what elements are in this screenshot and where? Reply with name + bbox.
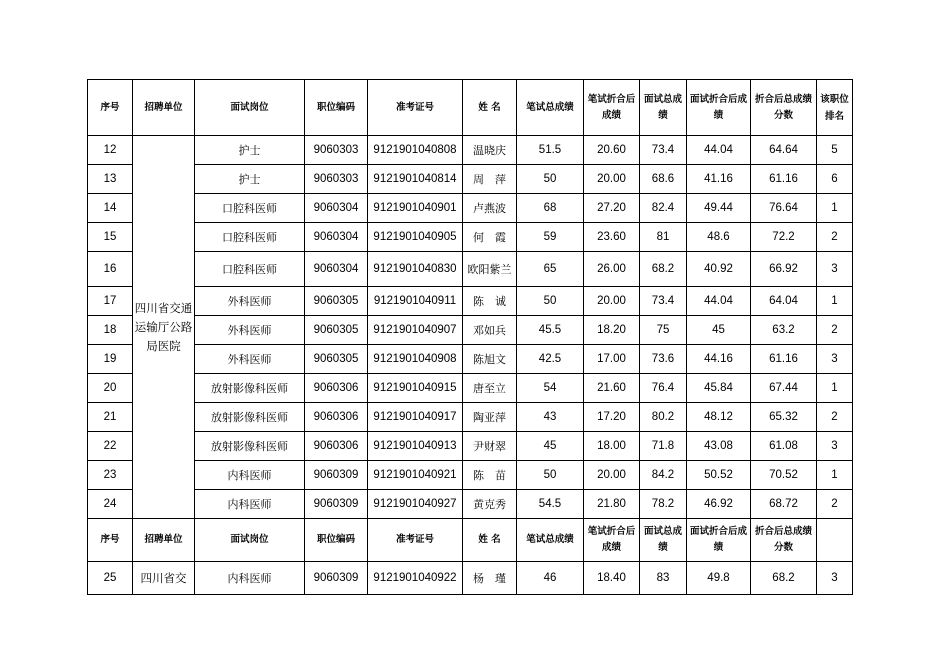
- position-cell: 口腔科医师: [195, 194, 305, 223]
- written-conv-cell: 21.80: [584, 490, 640, 519]
- position-cell: 护士: [195, 165, 305, 194]
- code-cell: 9060306: [305, 374, 368, 403]
- written-conv-cell: 26.00: [584, 252, 640, 287]
- written-conv-cell: 27.20: [584, 194, 640, 223]
- name-cell: 温晓庆: [463, 136, 517, 165]
- table-row: [88, 374, 853, 403]
- exam-no-cell: 9121901040901: [368, 194, 463, 223]
- interview-conv-cell: 48.12: [687, 403, 751, 432]
- written-total-cell: 50: [517, 287, 584, 316]
- seq-cell: 20: [88, 374, 133, 403]
- rank-cell: 1: [817, 374, 853, 403]
- header-unit: 招聘单位: [133, 519, 195, 562]
- interview-conv-cell: 44.16: [687, 345, 751, 374]
- header-seq: 序号: [88, 519, 133, 562]
- seq-cell: 25: [88, 562, 133, 595]
- interview-total-cell: 81: [640, 223, 687, 252]
- interview-conv-cell: 46.92: [687, 490, 751, 519]
- written-total-cell: 68: [517, 194, 584, 223]
- interview-conv-cell: 44.04: [687, 136, 751, 165]
- written-conv-cell: 18.40: [584, 562, 640, 595]
- seq-cell: 18: [88, 316, 133, 345]
- final-total-cell: 66.92: [751, 252, 817, 287]
- header-rank: 该职位排名: [817, 80, 853, 136]
- exam-no-cell: 9121901040911: [368, 287, 463, 316]
- final-total-cell: 63.2: [751, 316, 817, 345]
- rank-cell: 2: [817, 316, 853, 345]
- code-cell: 9060304: [305, 194, 368, 223]
- interview-total-cell: 84.2: [640, 461, 687, 490]
- exam-no-cell: 9121901040830: [368, 252, 463, 287]
- interview-total-cell: 76.4: [640, 374, 687, 403]
- exam-no-cell: 9121901040905: [368, 223, 463, 252]
- rank-cell: 1: [817, 461, 853, 490]
- table-row: [88, 223, 853, 252]
- final-total-cell: 67.44: [751, 374, 817, 403]
- written-total-cell: 46: [517, 562, 584, 595]
- exam-no-cell: 9121901040917: [368, 403, 463, 432]
- score-table: [87, 79, 853, 595]
- final-total-cell: 68.2: [751, 562, 817, 595]
- position-cell: 外科医师: [195, 316, 305, 345]
- name-cell: 黄克秀: [463, 490, 517, 519]
- position-cell: 口腔科医师: [195, 223, 305, 252]
- written-total-cell: 59: [517, 223, 584, 252]
- exam-no-cell: 9121901040907: [368, 316, 463, 345]
- written-conv-cell: 17.20: [584, 403, 640, 432]
- exam-no-cell: 9121901040921: [368, 461, 463, 490]
- table-row: [88, 432, 853, 461]
- header-interview-conv: 面试折合后成绩: [687, 80, 751, 136]
- written-conv-cell: 18.20: [584, 316, 640, 345]
- code-cell: 9060305: [305, 345, 368, 374]
- interview-conv-cell: 44.04: [687, 287, 751, 316]
- table-row: [88, 287, 853, 316]
- position-cell: 护士: [195, 136, 305, 165]
- seq-cell: 12: [88, 136, 133, 165]
- unit-cell: 四川省交: [133, 562, 195, 595]
- position-cell: 放射影像科医师: [195, 403, 305, 432]
- interview-total-cell: 82.4: [640, 194, 687, 223]
- rank-cell: 2: [817, 490, 853, 519]
- header-position: 面试岗位: [195, 519, 305, 562]
- written-conv-cell: 23.60: [584, 223, 640, 252]
- name-cell: 周 萍: [463, 165, 517, 194]
- final-total-cell: 72.2: [751, 223, 817, 252]
- interview-total-cell: 71.8: [640, 432, 687, 461]
- written-total-cell: 45.5: [517, 316, 584, 345]
- header-row: [88, 80, 853, 136]
- rank-cell: 3: [817, 252, 853, 287]
- header-final-total: 折合后总成绩分数: [751, 80, 817, 136]
- rank-cell: 2: [817, 403, 853, 432]
- written-conv-cell: 20.00: [584, 287, 640, 316]
- exam-no-cell: 9121901040814: [368, 165, 463, 194]
- seq-cell: 17: [88, 287, 133, 316]
- table-row: [88, 345, 853, 374]
- header-interview-total: 面试总成绩: [640, 519, 687, 562]
- interview-conv-cell: 49.44: [687, 194, 751, 223]
- exam-no-cell: 9121901040927: [368, 490, 463, 519]
- final-total-cell: 64.64: [751, 136, 817, 165]
- header-interview-total: 面试总成绩: [640, 80, 687, 136]
- code-cell: 9060304: [305, 252, 368, 287]
- exam-no-cell: 9121901040913: [368, 432, 463, 461]
- rank-cell: 5: [817, 136, 853, 165]
- rank-cell: 1: [817, 194, 853, 223]
- interview-total-cell: 73.6: [640, 345, 687, 374]
- table-row: [88, 252, 853, 287]
- interview-total-cell: 68.6: [640, 165, 687, 194]
- seq-cell: 14: [88, 194, 133, 223]
- final-total-cell: 76.64: [751, 194, 817, 223]
- interview-total-cell: 83: [640, 562, 687, 595]
- table-row: [88, 403, 853, 432]
- header-name: 姓 名: [463, 80, 517, 136]
- table-row: [88, 316, 853, 345]
- unit-cell: 四川省交通运输厅公路局医院: [133, 136, 195, 519]
- name-cell: 陈 苗: [463, 461, 517, 490]
- code-cell: 9060305: [305, 316, 368, 345]
- interview-conv-cell: 43.08: [687, 432, 751, 461]
- written-conv-cell: 17.00: [584, 345, 640, 374]
- seq-cell: 24: [88, 490, 133, 519]
- interview-conv-cell: 49.8: [687, 562, 751, 595]
- rank-cell: 3: [817, 562, 853, 595]
- final-total-cell: 70.52: [751, 461, 817, 490]
- written-total-cell: 54: [517, 374, 584, 403]
- name-cell: 何 霞: [463, 223, 517, 252]
- code-cell: 9060309: [305, 490, 368, 519]
- repeated-header-row: [88, 519, 853, 562]
- seq-cell: 19: [88, 345, 133, 374]
- rank-cell: 3: [817, 432, 853, 461]
- written-conv-cell: 21.60: [584, 374, 640, 403]
- header-exam-no: 准考证号: [368, 519, 463, 562]
- code-cell: 9060309: [305, 562, 368, 595]
- seq-cell: 22: [88, 432, 133, 461]
- seq-cell: 13: [88, 165, 133, 194]
- interview-conv-cell: 40.92: [687, 252, 751, 287]
- written-conv-cell: 20.60: [584, 136, 640, 165]
- written-total-cell: 42.5: [517, 345, 584, 374]
- rank-cell: 3: [817, 345, 853, 374]
- final-total-cell: 65.32: [751, 403, 817, 432]
- final-total-cell: 64.04: [751, 287, 817, 316]
- written-total-cell: 50: [517, 165, 584, 194]
- final-total-cell: 61.16: [751, 165, 817, 194]
- interview-conv-cell: 45.84: [687, 374, 751, 403]
- interview-total-cell: 75: [640, 316, 687, 345]
- written-total-cell: 43: [517, 403, 584, 432]
- position-cell: 放射影像科医师: [195, 432, 305, 461]
- code-cell: 9060303: [305, 165, 368, 194]
- header-interview-conv: 面试折合后成绩: [687, 519, 751, 562]
- seq-cell: 21: [88, 403, 133, 432]
- interview-total-cell: 73.4: [640, 136, 687, 165]
- exam-no-cell: 9121901040908: [368, 345, 463, 374]
- written-conv-cell: 20.00: [584, 461, 640, 490]
- header-seq: 序号: [88, 80, 133, 136]
- header-final-total: 折合后总成绩分数: [751, 519, 817, 562]
- table-row: [88, 562, 853, 595]
- code-cell: 9060304: [305, 223, 368, 252]
- name-cell: 唐至立: [463, 374, 517, 403]
- written-total-cell: 54.5: [517, 490, 584, 519]
- written-total-cell: 51.5: [517, 136, 584, 165]
- header-code: 职位编码: [305, 519, 368, 562]
- header-position: 面试岗位: [195, 80, 305, 136]
- name-cell: 尹财翠: [463, 432, 517, 461]
- interview-conv-cell: 50.52: [687, 461, 751, 490]
- name-cell: 陶亚萍: [463, 403, 517, 432]
- rank-cell: 1: [817, 287, 853, 316]
- name-cell: 杨 瑾: [463, 562, 517, 595]
- code-cell: 9060306: [305, 432, 368, 461]
- table-row: [88, 490, 853, 519]
- table-row: [88, 165, 853, 194]
- header-written-total: 笔试总成绩: [517, 80, 584, 136]
- final-total-cell: 68.72: [751, 490, 817, 519]
- header-name: 姓 名: [463, 519, 517, 562]
- code-cell: 9060303: [305, 136, 368, 165]
- code-cell: 9060305: [305, 287, 368, 316]
- name-cell: 卢燕波: [463, 194, 517, 223]
- code-cell: 9060306: [305, 403, 368, 432]
- exam-no-cell: 9121901040922: [368, 562, 463, 595]
- written-total-cell: 50: [517, 461, 584, 490]
- table-row: [88, 194, 853, 223]
- header-written-conv: 笔试折合后成绩: [584, 519, 640, 562]
- position-cell: 口腔科医师: [195, 252, 305, 287]
- interview-total-cell: 78.2: [640, 490, 687, 519]
- position-cell: 外科医师: [195, 287, 305, 316]
- seq-cell: 16: [88, 252, 133, 287]
- table-row: [88, 136, 853, 165]
- written-conv-cell: 20.00: [584, 165, 640, 194]
- header-rank-empty: [817, 519, 853, 562]
- exam-no-cell: 9121901040915: [368, 374, 463, 403]
- seq-cell: 23: [88, 461, 133, 490]
- rank-cell: 2: [817, 223, 853, 252]
- name-cell: 欧阳紫兰: [463, 252, 517, 287]
- name-cell: 陈 诚: [463, 287, 517, 316]
- position-cell: 内科医师: [195, 562, 305, 595]
- position-cell: 外科医师: [195, 345, 305, 374]
- rank-cell: 6: [817, 165, 853, 194]
- header-unit: 招聘单位: [133, 80, 195, 136]
- written-total-cell: 65: [517, 252, 584, 287]
- position-cell: 放射影像科医师: [195, 374, 305, 403]
- position-cell: 内科医师: [195, 461, 305, 490]
- header-code: 职位编码: [305, 80, 368, 136]
- name-cell: 陈旭文: [463, 345, 517, 374]
- table-row: [88, 461, 853, 490]
- interview-conv-cell: 41.16: [687, 165, 751, 194]
- name-cell: 邓如兵: [463, 316, 517, 345]
- header-written-total: 笔试总成绩: [517, 519, 584, 562]
- interview-total-cell: 80.2: [640, 403, 687, 432]
- written-total-cell: 45: [517, 432, 584, 461]
- exam-no-cell: 9121901040808: [368, 136, 463, 165]
- seq-cell: 15: [88, 223, 133, 252]
- final-total-cell: 61.16: [751, 345, 817, 374]
- header-written-conv: 笔试折合后成绩: [584, 80, 640, 136]
- interview-total-cell: 73.4: [640, 287, 687, 316]
- header-exam-no: 准考证号: [368, 80, 463, 136]
- interview-conv-cell: 48.6: [687, 223, 751, 252]
- interview-conv-cell: 45: [687, 316, 751, 345]
- final-total-cell: 61.08: [751, 432, 817, 461]
- interview-total-cell: 68.2: [640, 252, 687, 287]
- written-conv-cell: 18.00: [584, 432, 640, 461]
- code-cell: 9060309: [305, 461, 368, 490]
- position-cell: 内科医师: [195, 490, 305, 519]
